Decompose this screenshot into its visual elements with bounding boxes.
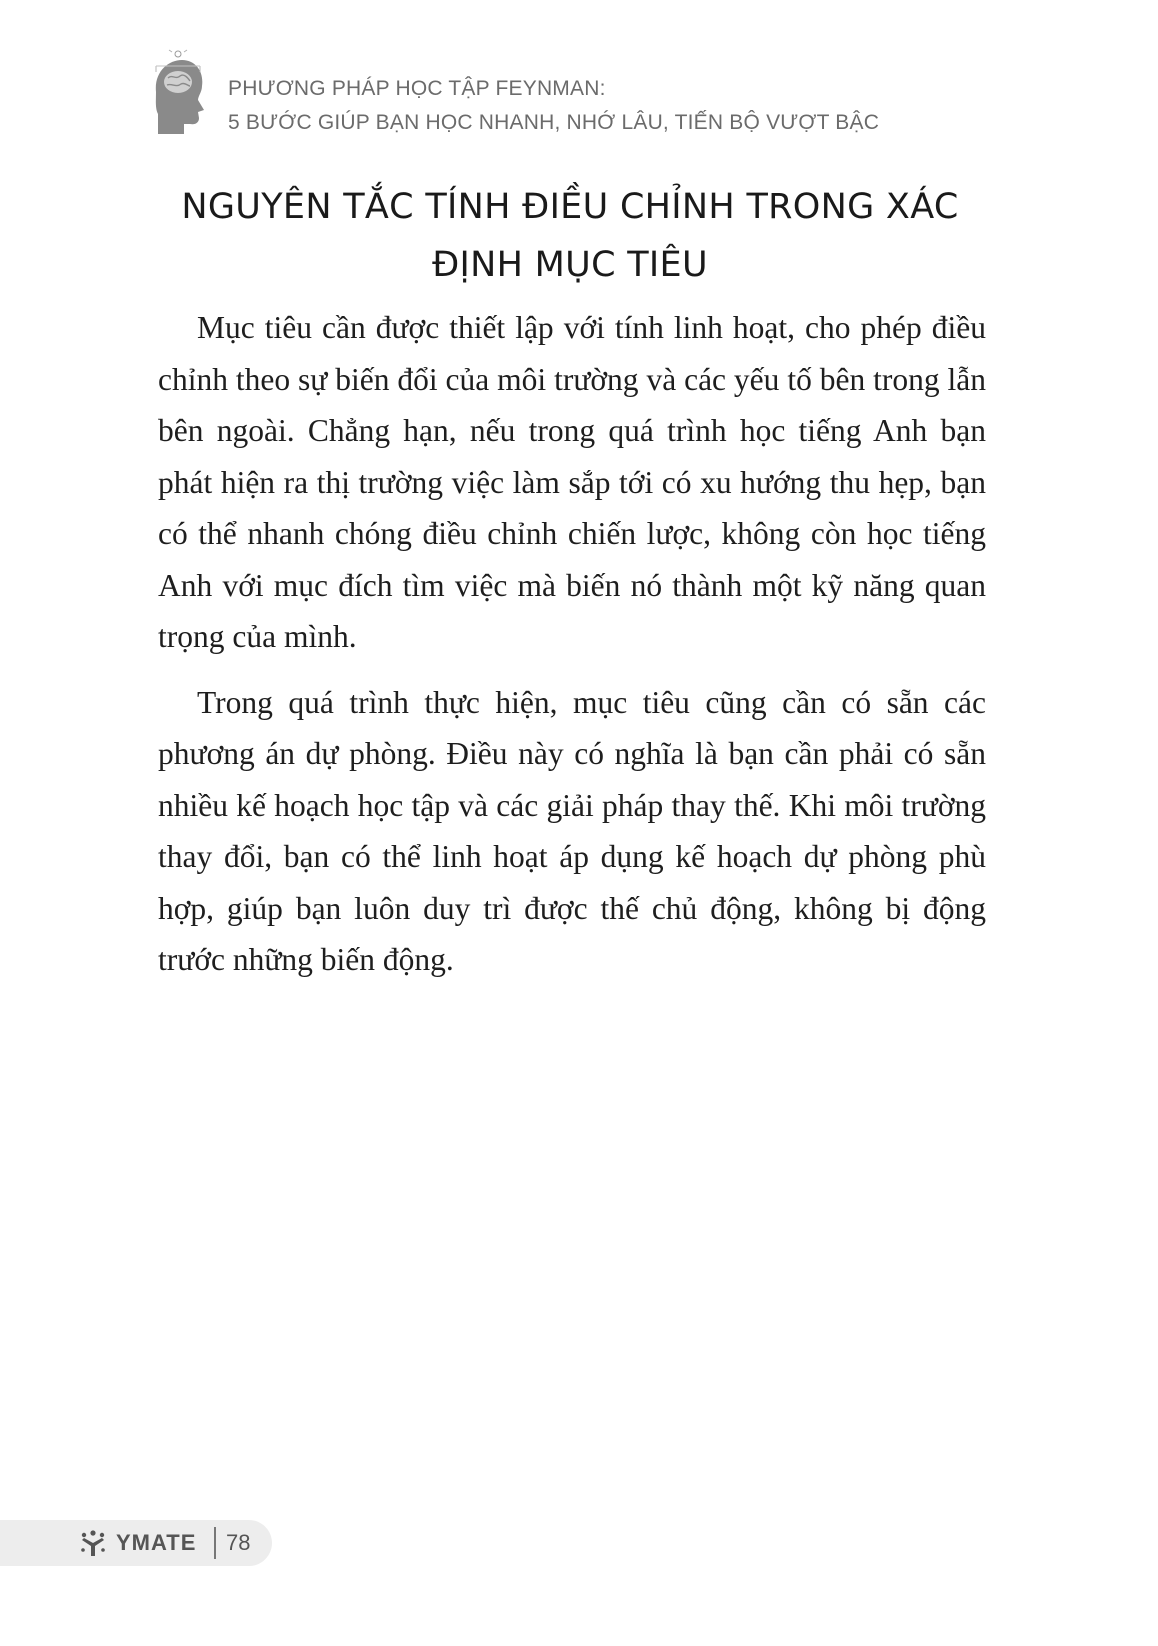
footer-brand: YMATE [116,1530,197,1555]
section-title-line-2: ĐỊNH MỤC TIÊU [432,245,708,285]
header-line-1: PHƯƠNG PHÁP HỌC TẬP FEYNMAN: [228,77,606,100]
section-title [150,178,990,294]
ymate-logo-icon [78,1528,108,1558]
paragraph: Trong quá trình thực hiện, mục tiêu cũng cần có sẵn các phương án dự phòng. Điều này có nghĩa là bạn cần phải có sẵn nhiều kế hoạch học tập và các giải pháp thay thế. Khi môi trường thay đổi, bạn có thể linh hoạt áp dụng kế hoạch dự phòng phù hợp, giúp bạn luôn duy trì được thế chủ động, không bị động trước những biến động. [158,684,986,977]
header-line-2: 5 BƯỚC GIÚP BẠN HỌC NHANH, NHỚ LÂU, TIẾN BỘ VƯỢT BẬC [228,111,880,134]
page-number: 78 [226,1530,251,1555]
paragraph: Mục tiêu cần được thiết lập với tính linh hoạt, cho phép điều chỉnh theo sự biến đổi của môi trường và các yếu tố bên trong lẫn bên ngoài. Chẳng hạn, nếu trong quá trình học tiếng Anh bạn phát hiện ra thị trường việc làm sắp tới có xu hướng thu hẹp, bạn có thể nhanh chóng điều chỉnh chiến lược, không còn học tiếng Anh với mục đích tìm việc mà biến nó thành một kỹ năng quan trọng của mình. [158,310,986,654]
section-title-line-1: NGUYÊN TẮC TÍNH ĐIỀU CHỈNH TRONG XÁC [181,187,959,227]
body-text [158,302,986,1000]
head-brain-icon [152,48,204,134]
footer-divider [214,1527,216,1559]
running-header [228,72,879,140]
